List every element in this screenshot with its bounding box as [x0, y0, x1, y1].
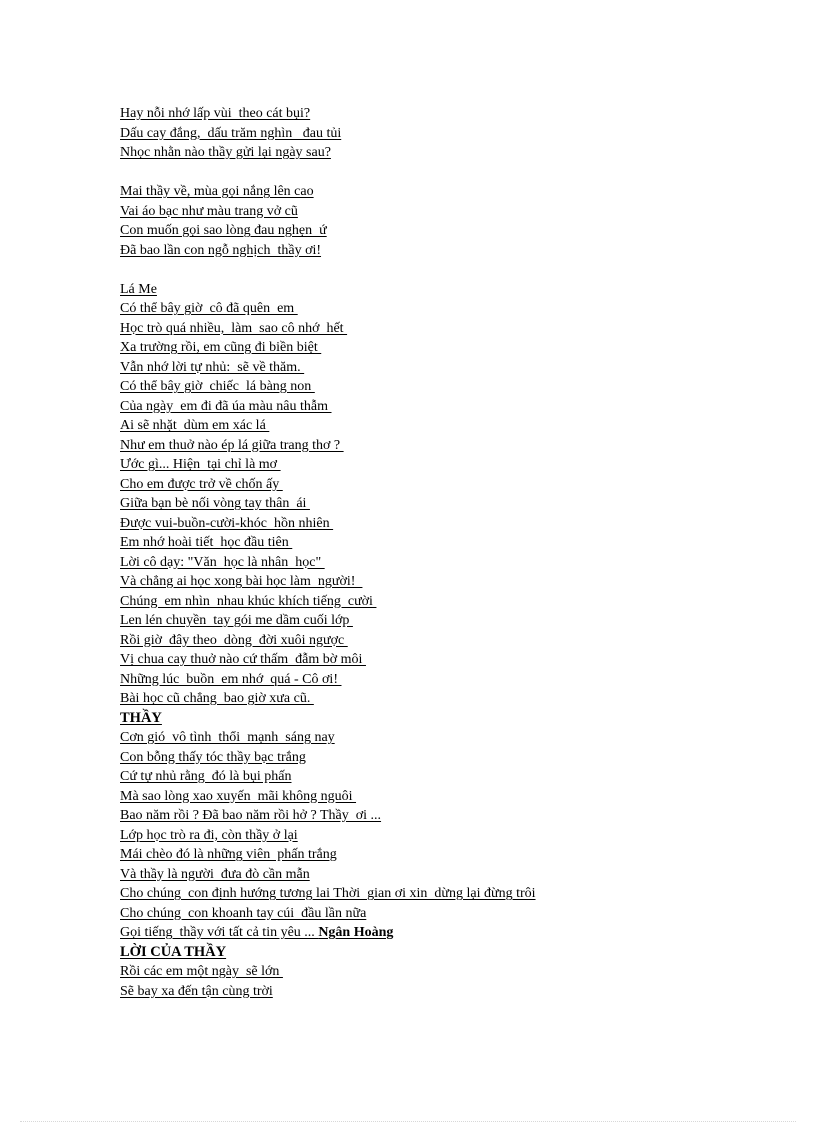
poem-line: Ước gì... Hiện tại chỉ là mơ: [120, 457, 281, 472]
poem-line: Học trò quá nhiều, làm sao cô nhớ hết: [120, 320, 348, 336]
poem-line: Rồi giờ đây theo dòng đời xuôi ngược: [120, 632, 348, 648]
poem-line: Đã bao lần con ngỗ nghịch thầy ơi!: [120, 242, 322, 258]
poem-line: Len lén chuyền tay gói me dầm cuối lớp: [120, 613, 353, 628]
poem-line: Xa trường rồi, em cũng đi biền biệt: [120, 340, 322, 355]
poem-title: THẦY: [120, 709, 162, 726]
poem-line: Bao năm rồi ? Đã bao năm rồi hở ? Thầy ơi ...: [120, 808, 382, 823]
poem-line: Mai thầy về, mùa gọi nắng lên cao: [120, 184, 314, 199]
poem-line: Dấu cay đắng, dấu trăm nghìn đau tủi: [120, 125, 342, 141]
poem-line: Sẽ bay xa đến tận cùng trời: [120, 983, 273, 999]
document-page: [120, 104, 800, 1001]
poem-line: Nhọc nhằn nào thầy gửi lại ngày sau?: [120, 145, 331, 160]
poem-line: Con bỗng thấy tóc thầy bạc trắng: [120, 749, 306, 765]
poem-line: Con muốn gọi sao lòng đau nghẹn ứ: [120, 223, 327, 238]
poem-line: Những lúc buồn em nhớ quá - Cô ơi!: [120, 671, 342, 687]
poem-line: Mái chèo đó là những viên phấn trắng: [120, 847, 337, 862]
stanza-gap: [120, 163, 800, 183]
poem-line: Hay nỗi nhớ lấp vùi theo cát bụi?: [120, 106, 311, 121]
poem-line: Và thầy là người đưa đò cần mẫn: [120, 866, 310, 882]
poem-line: Rồi các em một ngày sẽ lớn: [120, 964, 283, 979]
poem-line: Có thể bây giờ chiếc lá bàng non: [120, 379, 315, 394]
poem-line: Vai áo bạc như màu trang vở cũ: [120, 203, 298, 219]
poem-line: Cho em được trở về chốn ấy: [120, 476, 283, 492]
stanza-2: [120, 182, 800, 260]
poem-line: Như em thuở nào ép lá giữa trang thơ ?: [120, 437, 344, 453]
stanza-1: [120, 104, 800, 163]
poem-line: Cứ tự nhủ rằng đó là bụi phấn: [120, 769, 292, 784]
page-bottom-divider: [20, 1121, 796, 1122]
poem-line: Lớp học trò ra đi, còn thầy ở lại: [120, 827, 298, 843]
poem-line: Chúng em nhìn nhau khúc khích tiếng cười: [120, 593, 377, 609]
poem-thay: [120, 709, 800, 943]
poem-line: Mà sao lòng xao xuyến mãi không nguôi: [120, 788, 357, 804]
poem-line: Lời cô dạy: "Văn học là nhân học": [120, 554, 325, 570]
poem-line: Gọi tiếng thầy với tất cả tin yêu ... Ngân Hoàng: [120, 925, 394, 940]
poem-line: Vẫn nhớ lời tự nhủ: sẽ về thăm.: [120, 359, 305, 375]
poem-line: Ai sẽ nhặt dùm em xác lá: [120, 418, 270, 433]
poem-loi-cua-thay: [120, 943, 800, 1002]
poem-line: Cho chúng con định hướng tương lai Thời gian ơi xin dừng lại đừng trôi: [120, 886, 536, 901]
poem-line: Được vui-buồn-cười-khóc hồn nhiên: [120, 515, 334, 531]
poem-title: Lá Me: [120, 281, 157, 297]
poem-line: Của ngày em đi đã úa màu nâu thẫm: [120, 398, 332, 414]
poem-title: LỜI CỦA THẦY: [120, 943, 227, 960]
poem-line: Giữa bạn bè nối vòng tay thân ái: [120, 496, 310, 511]
poem-la-me: [120, 280, 800, 709]
poem-line: Cơn gió vô tình thổi mạnh sáng nay: [120, 730, 335, 745]
stanza-gap: [120, 260, 800, 280]
poem-line: Và chẳng ai học xong bài học làm người!: [120, 574, 363, 589]
poem-line: Em nhớ hoài tiết học đầu tiên: [120, 535, 293, 550]
poem-line: Bài học cũ chẳng bao giờ xưa cũ.: [120, 691, 314, 706]
poem-line: Vị chua cay thuở nào cứ thấm đẫm bờ môi: [120, 652, 366, 667]
poem-line: Có thể bây giờ cô đã quên em: [120, 301, 298, 316]
poem-line: Cho chúng con khoanh tay cúi đầu lần nữa: [120, 905, 367, 921]
author-name: Ngân Hoàng: [318, 925, 394, 940]
